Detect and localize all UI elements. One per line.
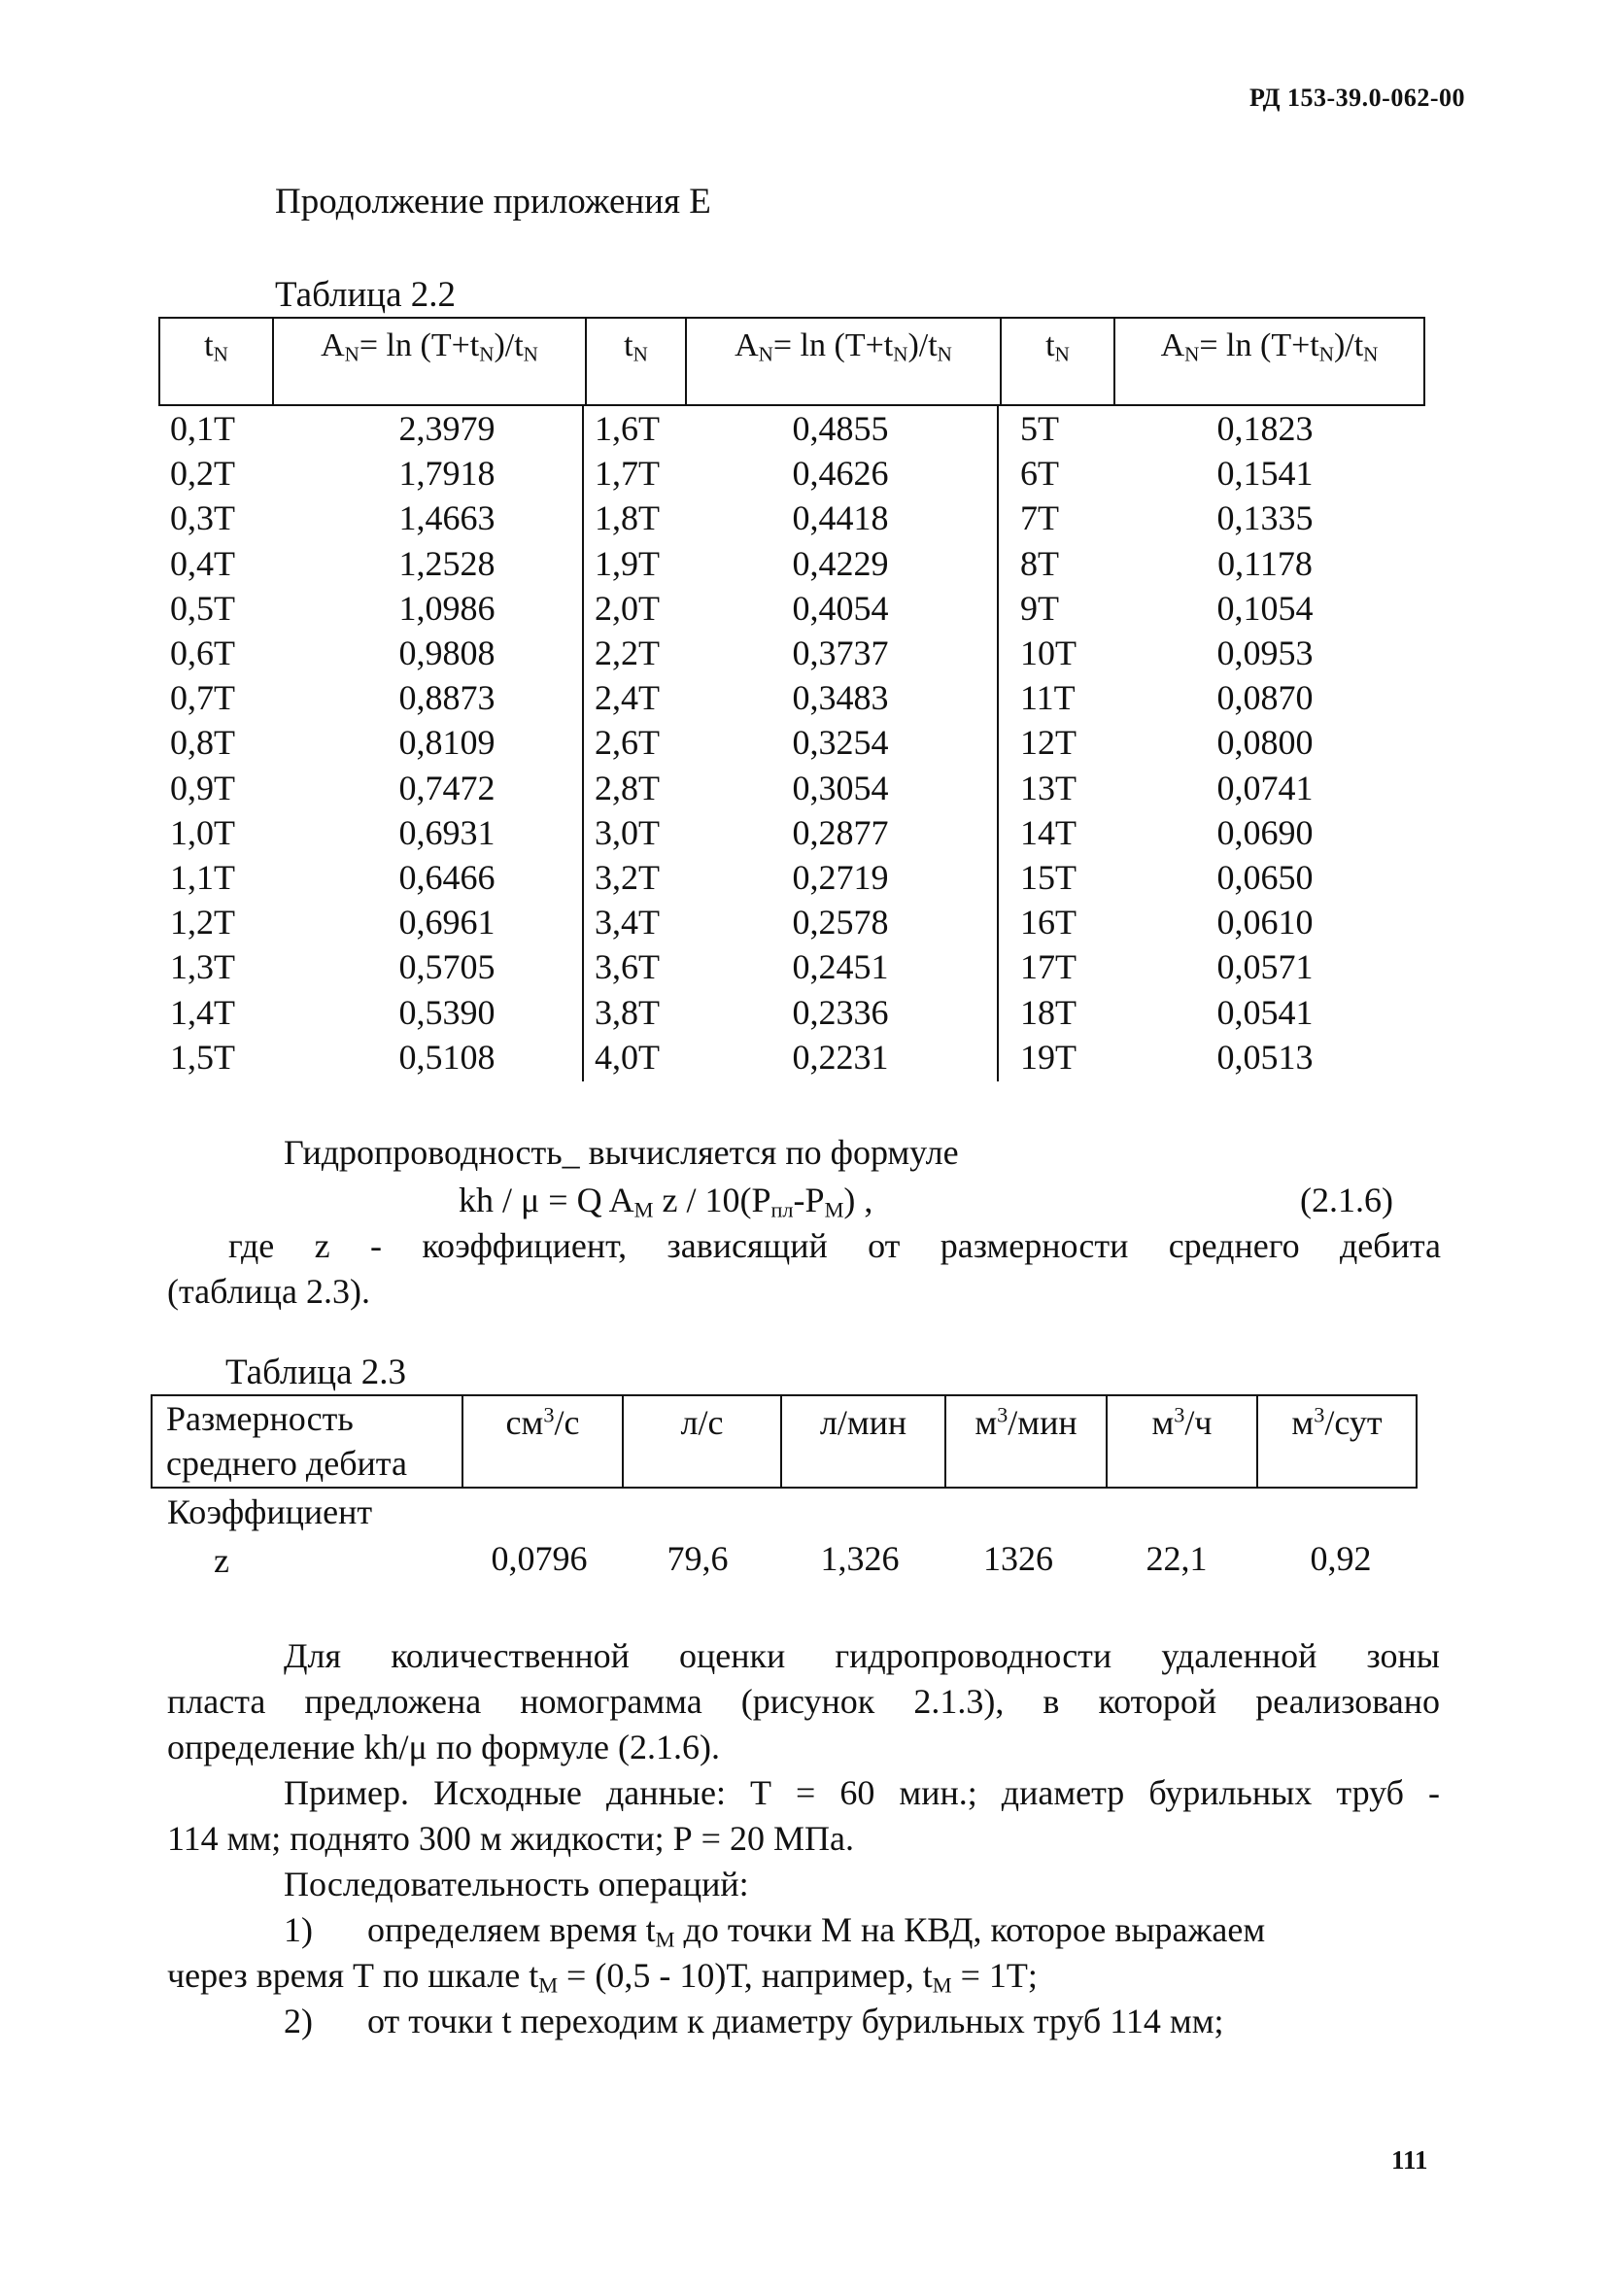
coefficient-symbol: z — [214, 1541, 229, 1580]
table-cell-a: 0,8109 — [398, 723, 496, 763]
formula-sub: M — [633, 1197, 654, 1222]
table-cell-a: 0,5108 — [398, 1037, 496, 1077]
table-cell-a: 0,3254 — [792, 723, 889, 763]
header-formula-mid: )/t — [494, 327, 524, 363]
table-2-2-header — [158, 317, 1425, 406]
unit-header-cell — [1256, 1396, 1416, 1487]
header-a-letter: A — [321, 327, 345, 363]
formula-part: ) , — [843, 1181, 873, 1219]
table-cell-t: 2,0T — [595, 588, 660, 628]
table-cell-a: 0,0870 — [1216, 678, 1314, 718]
header-sub: N — [1184, 342, 1200, 366]
coefficient-value: 0,0796 — [491, 1539, 588, 1578]
step-2-text: от точки t переходим к диаметру бурильных труб 114 мм; — [367, 2002, 1224, 2040]
table-cell-t: 11T — [1020, 678, 1076, 718]
step-1-text: до точки М на КВД, которое выражаем — [674, 1910, 1266, 1949]
table-cell-t: 0,1T — [170, 409, 235, 448]
step-1-number: 1) — [284, 1910, 313, 1949]
header-sub: N — [523, 342, 538, 366]
unit-header-cell — [944, 1396, 1106, 1487]
header-formula-part: = ln (T+t — [1199, 327, 1319, 363]
table-cell-t: 13T — [1020, 768, 1077, 807]
dimension-label-line1: Размерность — [166, 1399, 354, 1438]
header-formula-mid: )/t — [907, 327, 938, 363]
table-cell-a: 0,0610 — [1216, 903, 1314, 942]
header-formula-part: = ln (T+t — [359, 327, 480, 363]
table-cell-a: 0,0690 — [1216, 812, 1314, 852]
table-cell-t: 1,5T — [170, 1037, 235, 1077]
table-cell-a: 0,0800 — [1216, 723, 1314, 763]
header-an-formula — [272, 319, 585, 404]
table-cell-a: 0,1178 — [1217, 543, 1313, 583]
header-tn — [1000, 319, 1113, 404]
unit-base: м — [1291, 1403, 1315, 1442]
coefficient-value: 79,6 — [667, 1539, 729, 1578]
unit-base: см — [505, 1403, 544, 1442]
table-cell-a: 0,2336 — [792, 992, 889, 1032]
table-cell-t: 1,4T — [170, 992, 235, 1032]
step-sub: M — [538, 1972, 559, 1998]
dimension-label-line2: среднего дебита — [166, 1444, 407, 1483]
table-cell-t: 16T — [1020, 903, 1077, 942]
header-formula-mid: )/t — [1333, 327, 1364, 363]
table-cell-t: 1,1T — [170, 858, 235, 897]
paragraph-1-line-2: пласта предложена номограмма (рисунок 2.1.3), в которой реализовано — [167, 1682, 1440, 1721]
unit-header-cell — [622, 1396, 780, 1487]
coefficient-value: 1,326 — [820, 1539, 900, 1578]
table-cell-a: 0,0541 — [1216, 992, 1314, 1032]
table-cell-t: 3,0T — [595, 812, 660, 852]
page-number: 111 — [1391, 2145, 1428, 2175]
table-cell-t: 1,6T — [595, 409, 660, 448]
header-sub: N — [633, 342, 648, 366]
table-divider — [582, 406, 584, 1081]
table-cell-t: 18T — [1020, 992, 1077, 1032]
step-1-line-1 — [367, 1907, 1265, 1952]
table-cell-a: 1,4663 — [398, 498, 496, 538]
header-sub: N — [758, 342, 773, 366]
table-cell-t: 0,3T — [170, 498, 235, 538]
table-cell-t: 0,5T — [170, 588, 235, 628]
table-cell-a: 0,2578 — [792, 903, 889, 942]
table-cell-a: 0,5705 — [398, 947, 496, 987]
unit-base: л/с — [680, 1403, 724, 1442]
table-cell-t: 0,4T — [170, 543, 235, 583]
step-sub: M — [655, 1927, 675, 1952]
table-cell-t: 1,7T — [595, 454, 660, 494]
formula-number: (2.1.6) — [1300, 1181, 1393, 1219]
table-cell-a: 2,3979 — [398, 409, 496, 448]
table-cell-a: 0,4855 — [792, 409, 889, 448]
unit-base: м — [974, 1403, 998, 1442]
section-heading: Продолжение приложения Е — [275, 182, 711, 222]
step-1-text: через время Т по шкале t — [167, 1956, 539, 1995]
table-cell-a: 0,1335 — [1216, 498, 1314, 538]
table-cell-t: 3,8T — [595, 992, 660, 1032]
table-cell-a: 0,9808 — [398, 634, 496, 672]
table-cell-t: 9T — [1020, 588, 1059, 628]
table-cell-t: 0,2T — [170, 454, 235, 494]
unit-rest: /ч — [1184, 1403, 1213, 1442]
table-cell-t: 15T — [1020, 858, 1077, 897]
where-line: где z - коэффициент, зависящий от размерности среднего дебита — [228, 1226, 1441, 1265]
table-cell-a: 1,2528 — [398, 543, 496, 583]
table-cell-t: 2,4T — [595, 678, 660, 718]
header-sub: N — [1318, 342, 1334, 366]
table-cell-t: 3,6T — [595, 947, 660, 987]
table-cell-a: 0,3054 — [792, 768, 889, 807]
formula-part: z / 10(P — [653, 1181, 771, 1219]
unit-rest: /сут — [1324, 1403, 1383, 1442]
table-cell-a: 0,0571 — [1216, 947, 1314, 987]
step-1-text: = 1Т; — [951, 1956, 1038, 1995]
header-t-letter: t — [204, 327, 214, 363]
table-cell-a: 0,6931 — [398, 812, 496, 852]
step-1-text: = (0,5 - 10)Т, например, t — [558, 1956, 933, 1995]
paragraph-1-line-1: Для количественной оценки гидропроводности удаленной зоны — [284, 1636, 1440, 1675]
table-cell-a: 1,7918 — [398, 454, 496, 494]
table-cell-t: 2,8T — [595, 768, 660, 807]
table-cell-a: 0,2231 — [792, 1037, 889, 1077]
table-divider — [997, 406, 999, 1081]
formula — [459, 1178, 872, 1222]
table-cell-a: 0,5390 — [398, 992, 496, 1032]
header-t-letter: t — [624, 327, 633, 363]
table-cell-t: 3,2T — [595, 858, 660, 897]
table-2-3-caption: Таблица 2.3 — [225, 1353, 406, 1392]
table-cell-t: 2,2T — [595, 634, 660, 672]
table-cell-a: 0,4418 — [792, 498, 889, 538]
table-cell-t: 5T — [1020, 409, 1059, 448]
header-t-letter: t — [1045, 327, 1055, 363]
table-cell-a: 0,6961 — [398, 903, 496, 942]
header-an-formula — [685, 319, 1000, 404]
table-cell-t: 0,8T — [170, 723, 235, 763]
table-cell-a: 0,0741 — [1216, 768, 1314, 807]
table-cell-a: 0,0650 — [1216, 858, 1314, 897]
header-tn — [585, 319, 685, 404]
table-cell-a: 0,1541 — [1216, 454, 1314, 494]
table-cell-t: 3,4T — [595, 903, 660, 942]
header-a-letter: A — [1160, 327, 1185, 363]
table-2-2-caption: Таблица 2.2 — [275, 275, 456, 315]
table-cell-a: 0,2719 — [792, 858, 889, 897]
unit-base: л/мин — [819, 1403, 907, 1442]
header-sub: N — [213, 342, 228, 366]
header-sub: N — [479, 342, 495, 366]
table-cell-a: 0,3483 — [792, 678, 889, 718]
header-sub: N — [1363, 342, 1379, 366]
formula-sub: пл — [770, 1197, 794, 1222]
paragraph-2-line-1: Пример. Исходные данные: Т = 60 мин.; диаметр бурильных труб - — [284, 1773, 1440, 1812]
unit-sup: 3 — [543, 1402, 555, 1427]
formula-part: kh / μ = Q A — [459, 1181, 634, 1219]
table-cell-t: 1,0T — [170, 812, 235, 852]
table-cell-t: 8T — [1020, 543, 1059, 583]
table-cell-t: 17T — [1020, 947, 1077, 987]
formula-sub: M — [824, 1197, 844, 1222]
table-cell-t: 4,0T — [595, 1037, 660, 1077]
step-2-number: 2) — [284, 2002, 313, 2040]
step-1-text: определяем время t — [367, 1910, 656, 1949]
paragraph-1-line-3: определение kh/μ по формуле (2.1.6). — [167, 1728, 720, 1766]
header-an-formula — [1113, 319, 1423, 404]
table-cell-t: 0,7T — [170, 678, 235, 718]
unit-header-cell — [780, 1396, 944, 1487]
coefficient-label: Коэффициент — [167, 1492, 373, 1531]
unit-rest: /с — [554, 1403, 580, 1442]
table-cell-a: 0,0953 — [1216, 634, 1314, 672]
header-tn — [160, 319, 272, 404]
dimension-label — [153, 1396, 462, 1487]
table-cell-a: 0,1823 — [1216, 409, 1314, 448]
header-sub: N — [937, 342, 952, 366]
paragraph-2-line-2: 114 мм; поднято 300 м жидкости; Р = 20 МПа. — [167, 1819, 854, 1858]
table-cell-t: 7T — [1020, 498, 1059, 538]
unit-header-cell — [1106, 1396, 1256, 1487]
step-sub: M — [932, 1972, 952, 1998]
table-cell-t: 10T — [1020, 634, 1077, 672]
where-line-2: (таблица 2.3). — [167, 1272, 371, 1311]
table-cell-t: 1,3T — [170, 947, 235, 987]
header-sub: N — [893, 342, 908, 366]
table-cell-a: 0,1054 — [1216, 588, 1314, 628]
table-cell-a: 0,0513 — [1216, 1037, 1314, 1077]
header-sub: N — [344, 342, 359, 366]
unit-rest: /мин — [1008, 1403, 1077, 1442]
unit-sup: 3 — [997, 1402, 1009, 1427]
table-cell-t: 6T — [1020, 454, 1059, 494]
coefficient-value: 0,92 — [1310, 1539, 1372, 1578]
document-code: РД 153-39.0-062-00 — [1249, 84, 1465, 112]
table-cell-a: 0,6466 — [398, 858, 496, 897]
table-cell-a: 1,0986 — [398, 588, 496, 628]
header-sub: N — [1054, 342, 1070, 366]
coefficient-value: 22,1 — [1145, 1539, 1208, 1578]
table-cell-t: 12T — [1020, 723, 1077, 763]
header-formula-part: = ln (T+t — [772, 327, 894, 363]
table-2-3-header — [151, 1394, 1418, 1489]
table-cell-t: 1,9T — [595, 543, 660, 583]
unit-header-cell — [462, 1396, 622, 1487]
unit-base: м — [1151, 1403, 1175, 1442]
header-a-letter: A — [735, 327, 759, 363]
table-cell-a: 0,3737 — [792, 634, 889, 672]
table-cell-a: 0,2877 — [792, 812, 889, 852]
table-cell-a: 0,4229 — [792, 543, 889, 583]
table-cell-a: 0,4626 — [792, 454, 889, 494]
formula-intro: Гидропроводность_ вычисляется по формуле — [284, 1133, 959, 1172]
table-cell-a: 0,2451 — [792, 947, 889, 987]
unit-sup: 3 — [1314, 1402, 1325, 1427]
table-cell-t: 0,9T — [170, 768, 235, 807]
paragraph-3: Последовательность операций: — [284, 1865, 749, 1903]
unit-sup: 3 — [1174, 1402, 1185, 1427]
table-cell-t: 0,6T — [170, 634, 235, 672]
table-cell-a: 0,8873 — [398, 678, 496, 718]
table-cell-a: 0,7472 — [398, 768, 496, 807]
formula-part: -P — [793, 1181, 825, 1219]
table-cell-a: 0,4054 — [792, 588, 889, 628]
table-cell-t: 2,6T — [595, 723, 660, 763]
table-cell-t: 1,2T — [170, 903, 235, 942]
table-cell-t: 14T — [1020, 812, 1077, 852]
table-cell-t: 19T — [1020, 1037, 1077, 1077]
coefficient-value: 1326 — [983, 1539, 1053, 1578]
table-cell-t: 1,8T — [595, 498, 660, 538]
step-1-line-2 — [167, 1953, 1038, 1998]
